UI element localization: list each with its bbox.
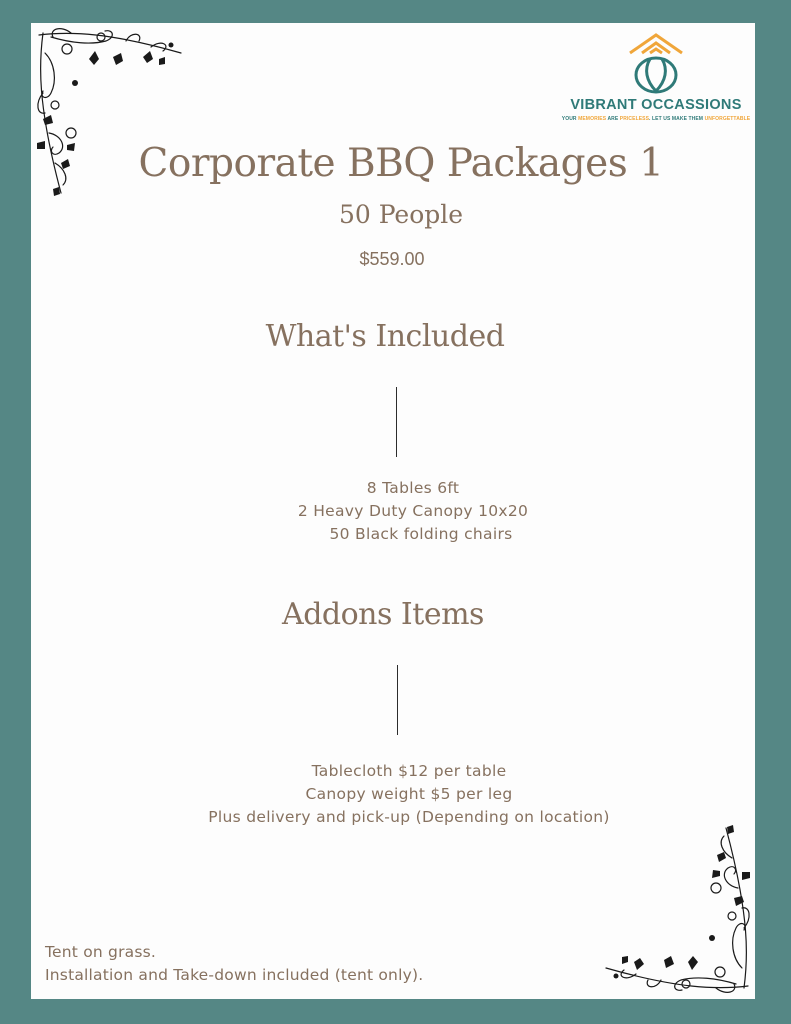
note-line: Installation and Take-down included (tent only). — [45, 966, 424, 984]
divider-line — [396, 387, 397, 457]
corner-flourish-bottom-right-icon — [596, 818, 756, 998]
list-item: Tablecloth $12 per table — [311, 762, 507, 780]
people-count: 50 People — [338, 200, 464, 229]
brand-name: VIBRANT OCCASSIONS — [570, 97, 742, 113]
flyer-page — [31, 23, 755, 999]
footer-notes — [45, 941, 423, 987]
list-item: Plus delivery and pick-up (Depending on location) — [208, 808, 610, 826]
addons-list — [47, 760, 771, 829]
included-list — [51, 477, 775, 546]
addons-heading: Addons Items — [282, 597, 484, 632]
list-item: Canopy weight $5 per leg — [305, 785, 513, 803]
included-heading: What's Included — [265, 319, 505, 354]
list-item: 8 Tables 6ft — [366, 479, 460, 497]
list-item: 2 Heavy Duty Canopy 10x20 — [297, 502, 529, 520]
list-item: 50 Black folding chairs — [329, 525, 513, 543]
brand-logo — [561, 31, 751, 131]
page-title: Corporate BBQ Packages 1 — [138, 141, 664, 186]
note-line: Tent on grass. — [45, 943, 157, 961]
brand-tagline: YOUR MEMORIES ARE PRICELESS. LET US MAKE THEM UNFORGETTABLE — [561, 116, 751, 122]
house-leaf-logo-icon — [626, 31, 686, 95]
package-price: $559.00 — [359, 249, 425, 269]
divider-line — [397, 665, 398, 735]
